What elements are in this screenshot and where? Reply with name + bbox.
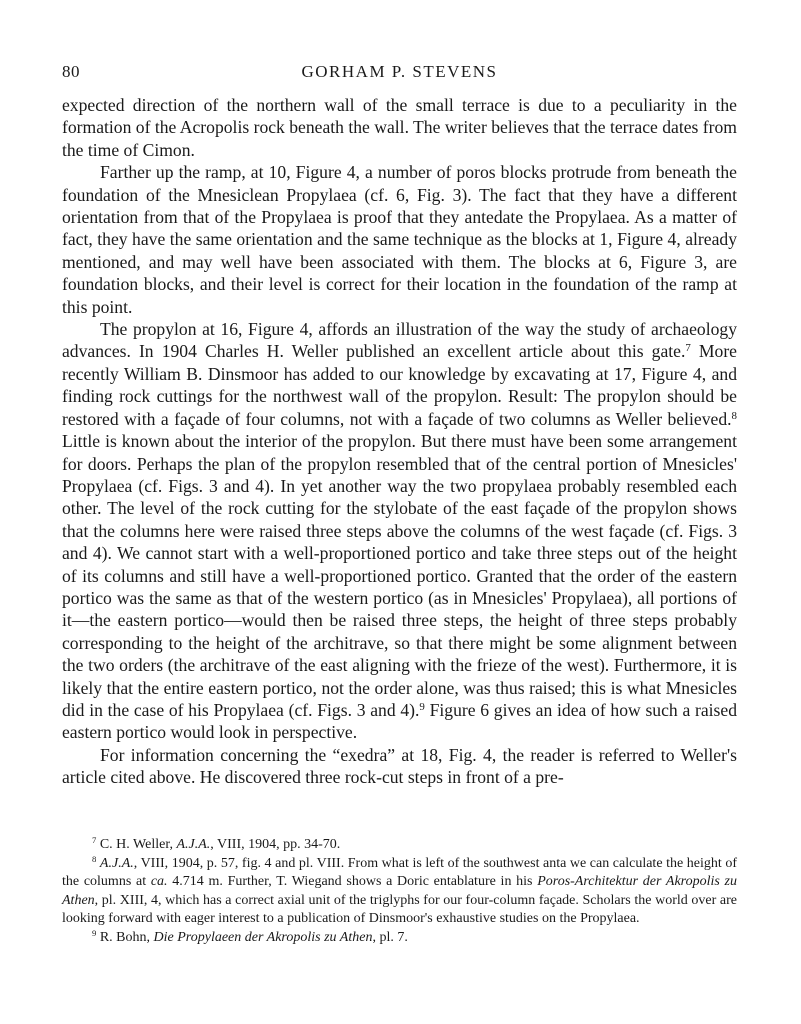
page-header xyxy=(62,62,737,86)
paragraph-3-text-a: The propylon at 16, Figure 4, affords an illustration of the way the study of archaeology advances. In 1904 Charles H. Weller published an excellent article about this gate. xyxy=(62,319,737,362)
footnote-7-mark: 7 xyxy=(92,835,97,846)
footnote-ref-9[interactable]: 9 xyxy=(419,700,425,713)
footnote-8-text-b: 4.714 m. Further, T. Wiegand shows a Doric entablature in his xyxy=(167,874,538,890)
body-text xyxy=(62,94,737,789)
footnote-8-journal: A.J.A. xyxy=(99,855,134,871)
footnote-9-text-b: , pl. 7. xyxy=(372,929,408,945)
footnote-ref-7[interactable]: 7 xyxy=(685,342,691,355)
footnote-ref-8[interactable]: 8 xyxy=(731,409,737,422)
footnote-9-text-a: R. Bohn, xyxy=(99,929,154,945)
page-number: 80 xyxy=(62,62,80,81)
footnote-8 xyxy=(62,855,737,929)
footnote-7-journal: A.J.A. xyxy=(176,837,211,852)
footnote-7-text-b: , VIII, 1904, pp. 34-70. xyxy=(210,837,341,852)
paragraph-1-text: expected direction of the northern wall of the small terrace is due to a peculiarity in the formation of the Acropolis rock beneath the wall. The writer believes that the terrace dates from the time of Cimon. xyxy=(62,95,737,160)
footnotes xyxy=(62,836,737,948)
paragraph-3-text-c: Little is known about the interior of the propylon. But there must have been some arrangement for doors. Perhaps the plan of the propylon resembled that of the central portion of Mnesicles' Propylaea (cf. Figs. 3 and 4). In yet another way the two propylaea probably resembled each other. The level of the rock cutting for the stylobate of the east façade of the propylon shows that the columns here were raised three steps above the columns of the west façade (cf. Figs. 3 and 4). We cannot start with a well-proportioned portico and take three steps out of the height of its columns and still have a well-proportioned portico. Granted that the order of the eastern portico was the same as that of the western portico (as in Mnesicles' Propylaea), all portions of it—the eastern portico—would then be raised three steps, the height of three steps probably corresponding to the height of the architrave, so that there might be some alignment between the two orders (the architrave of the east aligning with the frieze of the west). Furthermore, it is likely that the entire eastern portico, not the order alone, was thus raised; this is what Mnesicles did in the case of his Propylaea (cf. Figs. 3 and 4). xyxy=(62,431,737,720)
footnote-8-book: Poros-Architektur der Akropolis zu Athen xyxy=(62,874,737,908)
footnote-8-mark: 8 xyxy=(92,853,97,864)
running-head: GORHAM P. STEVENS xyxy=(301,62,498,81)
footnote-7 xyxy=(62,836,737,855)
paragraph-2-text: Farther up the ramp, at 10, Figure 4, a number of poros blocks protrude from beneath the foundation of the Mnesiclean Propylaea (cf. 6, Fig. 3). The fact that they have a different orientation from that of the Propylaea is proof that they antedate the Propylaea. As a matter of fact, they have the same orientation and the same technique as the blocks at 1, Figure 4, already mentioned, and may well have been associated with them. The blocks at 6, Figure 3, are foundation blocks, and their level is correct for their location in the foundation of the ramp at this point. xyxy=(62,162,737,317)
footnote-8-text-c: , pl. XIII, 4, which has a correct axial unit of the triglyphs for our four-column façade. Scholars the world over are looking forward with eager interest to a publication of Dinsmoor's exhaustive studies on the Propylaea. xyxy=(62,892,737,927)
footnote-7-text-a: C. H. Weller, xyxy=(99,837,177,852)
footnote-9 xyxy=(62,929,737,948)
footnote-8-ca: ca. xyxy=(150,874,168,890)
footnote-9-book: Die Propylaeen der Akropolis zu Athen xyxy=(153,929,373,945)
paragraph-3-text-b: More recently William B. Dinsmoor has added to our knowledge by excavating at 17, Figure 4, and finding rock cuttings for the northwest wall of the propylon. Result: The propylon should be restored with a façade of four columns, not with a façade of two columns as Weller believed. xyxy=(62,341,737,429)
paragraph-3-text-d: Figure 6 gives an idea of how such a raised eastern portico would look in perspective. xyxy=(62,699,737,743)
paragraph-3 xyxy=(62,318,737,744)
paragraph-1 xyxy=(62,94,737,161)
footnote-9-mark: 9 xyxy=(92,928,97,939)
paragraph-4 xyxy=(62,744,737,789)
footnote-8-text-a: , VIII, 1904, p. 57, fig. 4 and pl. VIII. From what is left of the southwest anta we can calculate the height of the columns at xyxy=(62,855,737,890)
paragraph-2 xyxy=(62,161,737,318)
paragraph-4-text: For information concerning the “exedra” at 18, Fig. 4, the reader is referred to Weller's article cited above. He discovered three rock-cut steps in front of a pre- xyxy=(62,744,737,788)
